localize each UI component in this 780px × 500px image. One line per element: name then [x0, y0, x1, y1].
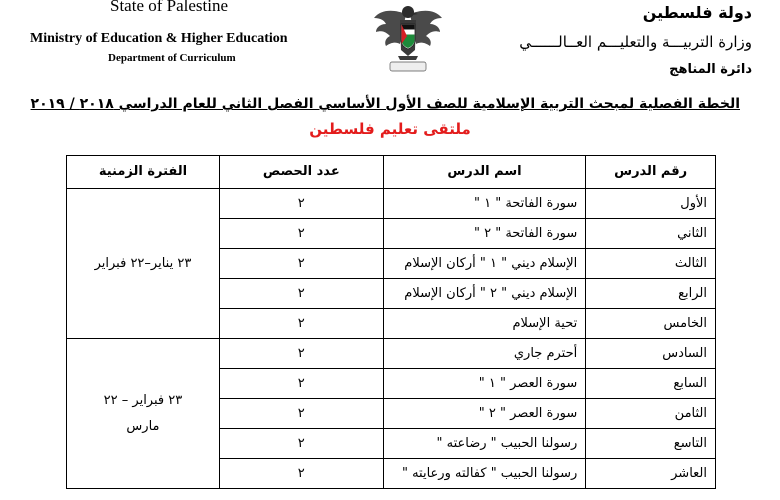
- periods-count: ٢: [219, 459, 383, 489]
- time-period-cell: [67, 339, 220, 489]
- lesson-number: الثامن: [586, 399, 716, 429]
- lesson-name: الإسلام ديني " ١ " أركان الإسلام: [383, 249, 586, 279]
- department-name-ar: دائرة المناهج: [669, 62, 752, 77]
- lesson-name: الإسلام ديني " ٢ " أركان الإسلام: [383, 279, 586, 309]
- periods-count: ٢: [219, 399, 383, 429]
- lesson-number: العاشر: [586, 459, 716, 489]
- lesson-name: سورة الفاتحة " ٢ ": [383, 219, 586, 249]
- lesson-name: أحترم جاري: [383, 339, 586, 369]
- lesson-number: الثالث: [586, 249, 716, 279]
- periods-count: ٢: [219, 309, 383, 339]
- periods-count: ٢: [219, 219, 383, 249]
- periods-count: ٢: [219, 189, 383, 219]
- time-period-line: ٢٣ فبراير – ٢٢: [103, 392, 183, 408]
- palestine-eagle-emblem-icon: [368, 0, 448, 78]
- ministry-name-ar: وزارة التربيـــة والتعليـــم العــالــــــي: [519, 33, 752, 51]
- state-name-ar: دولة فلسطين: [642, 3, 752, 22]
- lesson-number: الرابع: [586, 279, 716, 309]
- lesson-number: الخامس: [586, 309, 716, 339]
- periods-count: ٢: [219, 249, 383, 279]
- plan-title: الخطة الفصلية لمبحث التربية الإسلامية للصف الأول الأساسي الفصل الثاني للعام الدراسي ٢٠١٨ / ٢٠١٩: [30, 96, 740, 112]
- time-period-cell: [67, 189, 220, 339]
- lesson-number: الأول: [586, 189, 716, 219]
- department-name-en: Department of Curriculum: [108, 52, 236, 64]
- lesson-name: سورة العصر " ٢ ": [383, 399, 586, 429]
- header-lesson-name: اسم الدرس: [383, 156, 586, 189]
- lesson-number: التاسع: [586, 429, 716, 459]
- table-row: [67, 339, 716, 369]
- time-period-line: ٢٣ يناير–٢٢ فبراير: [94, 255, 192, 271]
- lesson-name: سورة العصر " ١ ": [383, 369, 586, 399]
- lesson-name: سورة الفاتحة " ١ ": [383, 189, 586, 219]
- periods-count: ٢: [219, 369, 383, 399]
- lesson-number: السادس: [586, 339, 716, 369]
- lesson-name: رسولنا الحبيب " رضاعته ": [383, 429, 586, 459]
- forum-name: ملتقى تعليم فلسطين: [309, 120, 471, 138]
- table-header-row: [67, 156, 716, 189]
- lesson-plan-table: [66, 155, 716, 489]
- header-lesson-number: رقم الدرس: [586, 156, 716, 189]
- periods-count: ٢: [219, 339, 383, 369]
- lesson-name: تحية الإسلام: [383, 309, 586, 339]
- table-row: [67, 189, 716, 219]
- state-name-en: State of Palestine: [110, 0, 229, 15]
- periods-count: ٢: [219, 429, 383, 459]
- lesson-name: رسولنا الحبيب " كفالته ورعايته ": [383, 459, 586, 489]
- periods-count: ٢: [219, 279, 383, 309]
- lesson-number: الثاني: [586, 219, 716, 249]
- header-periods-count: عدد الحصص: [219, 156, 383, 189]
- lesson-number: السابع: [586, 369, 716, 399]
- header-time-period: الفترة الزمنية: [67, 156, 220, 189]
- time-period-line: مارس: [126, 418, 160, 434]
- ministry-name-en: Ministry of Education & Higher Education: [30, 31, 288, 46]
